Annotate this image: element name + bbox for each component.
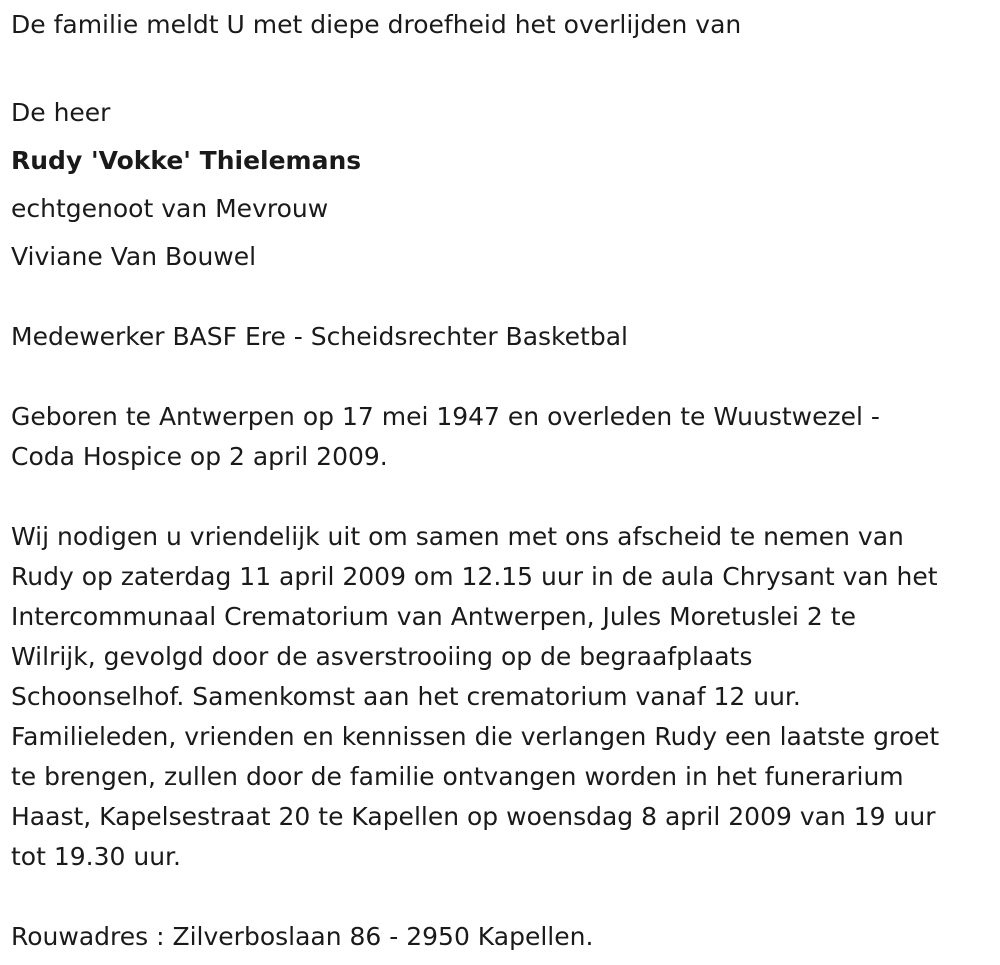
spouse-line-1: echtgenoot van Mevrouw — [11, 194, 329, 223]
paragraph-line: Wilrijk, gevolgd door de asverstrooiing op de begraafplaats — [11, 642, 753, 671]
obituary-notice — [11, 5, 996, 957]
spouse-line-2: Viviane Van Bouwel — [11, 242, 257, 271]
intro-text: De familie meldt U met diepe droefheid het overlijden van — [11, 10, 742, 39]
paragraph-line: te brengen, zullen door de familie ontvangen worden in het funerarium — [11, 762, 904, 791]
paragraph-line: Wij nodigen u vriendelijk uit om samen met ons afscheid te nemen van — [11, 522, 904, 551]
paragraph-line: tot 19.30 uur. — [11, 842, 181, 871]
paragraph-line: Intercommunaal Crematorium van Antwerpen, Jules Moretuslei 2 te — [11, 602, 856, 631]
spacer — [11, 277, 996, 317]
occupation: Medewerker BASF Ere - Scheidsrechter Basketbal — [11, 322, 628, 351]
deceased-name: Rudy 'Vokke' Thielemans — [11, 146, 362, 175]
paragraph-line: Coda Hospice op 2 april 2009. — [11, 442, 388, 471]
birth-death-paragraph — [11, 397, 996, 477]
spacer — [11, 133, 996, 141]
spacer — [11, 477, 996, 517]
mourning-address: Rouwadres : Zilverboslaan 86 - 2950 Kapellen. — [11, 922, 594, 951]
paragraph-line: Rudy op zaterdag 11 april 2009 om 12.15 uur in de aula Chrysant van het — [11, 562, 938, 591]
spacer — [11, 229, 996, 237]
spacer — [11, 357, 996, 397]
paragraph-line: Geboren te Antwerpen op 17 mei 1947 en overleden te Wuustwezel - — [11, 402, 880, 431]
spacer — [11, 877, 996, 917]
spacer — [11, 45, 996, 85]
spacer — [11, 85, 996, 93]
spacer — [11, 181, 996, 189]
salutation: De heer — [11, 98, 111, 127]
paragraph-line: Familieleden, vrienden en kennissen die verlangen Rudy een laatste groet — [11, 722, 940, 751]
invitation-paragraph — [11, 517, 996, 877]
paragraph-line: Schoonselhof. Samenkomst aan het crematorium vanaf 12 uur. — [11, 682, 801, 711]
paragraph-line: Haast, Kapelsestraat 20 te Kapellen op woensdag 8 april 2009 van 19 uur — [11, 802, 936, 831]
